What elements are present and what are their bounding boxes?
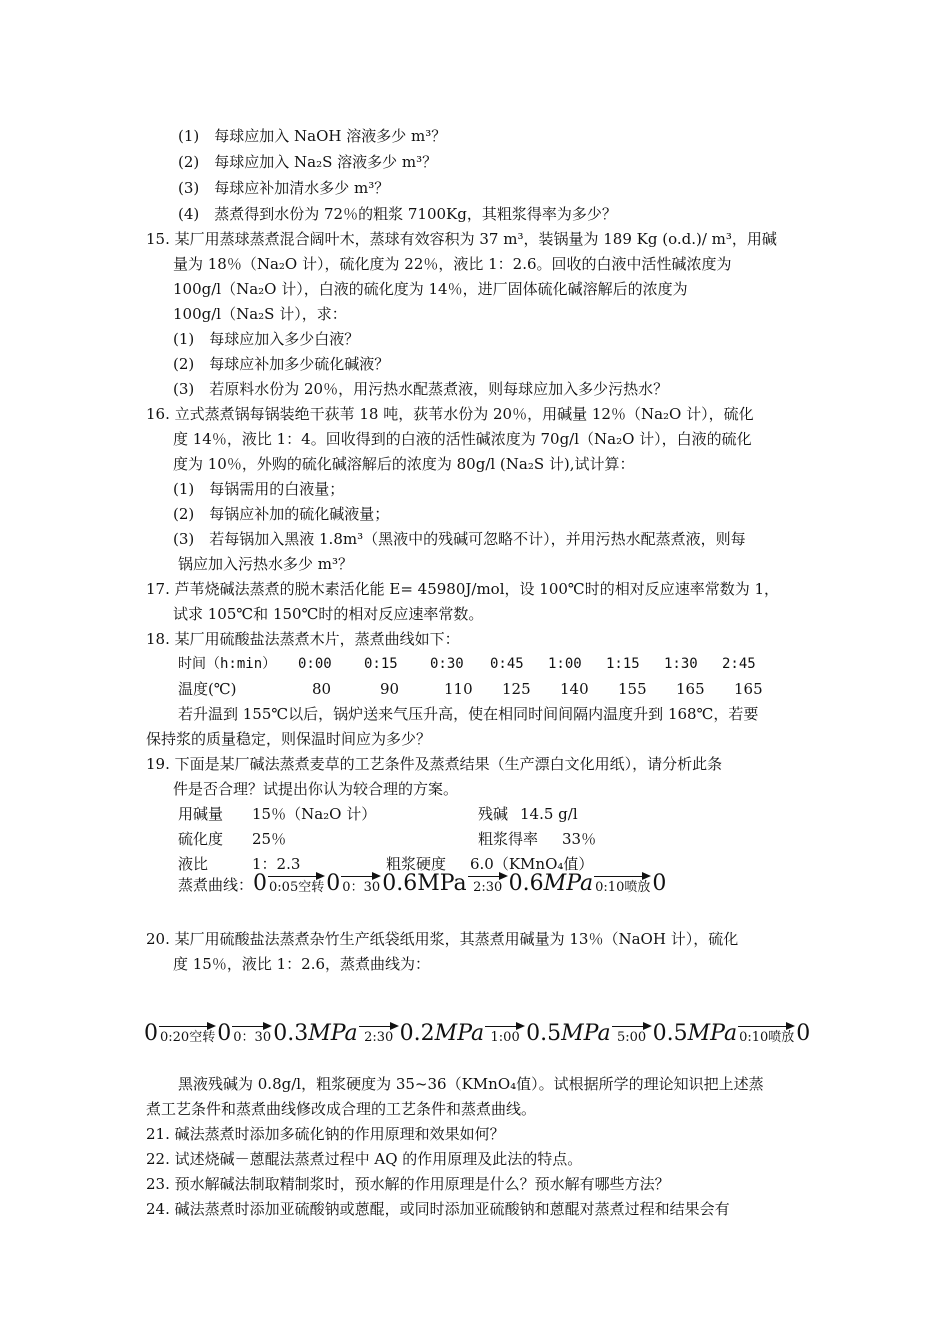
curve-arrow-label: 0:20空转 (160, 1030, 216, 1045)
q24-line: 24. 碱法蒸煮时添加亚硫酸钠或蒽醌，或同时添加亚硫酸钠和蒽醌对蒸煮过程和结果会有 (146, 1200, 730, 1218)
q16-item-1: (1) 每锅需用的白液量； (173, 480, 345, 498)
curve-arrow (341, 872, 381, 896)
q20-line-1: 20. 某厂用硫酸盐法蒸煮杂竹生产纸袋纸用浆，其蒸煮用碱量为 13％（NaOH 计），硫化 (146, 930, 739, 948)
curve-arrow (268, 872, 325, 896)
q15-line-2: 量为 18％（Na₂O 计），硫化度为 22％，液比 1：2.6。回收的白液中活性碱浓度为 (173, 255, 732, 273)
arrow-icon (738, 1022, 795, 1030)
q19-cond-yield-label: 粗浆得率 (478, 830, 539, 848)
q19-cond-ratio-label: 液比 (178, 855, 209, 873)
arrow-icon (268, 872, 325, 880)
curve-unit: MPa (434, 1021, 485, 1046)
q15-line-4: 100g/l（Na₂S 计），求： (173, 305, 347, 323)
q18-time-cell: 2:45 (722, 656, 756, 672)
curve-value: 0 (326, 871, 341, 896)
curve-value: 0 (217, 1021, 232, 1046)
q18-temp-cell: 165 (734, 680, 763, 698)
q19-cond-residual-value: 14.5 g/l (520, 805, 578, 823)
q18-line-3: 若升温到 155℃以后，锅炉送来气压升高，使在相同时间间隔内温度升到 168℃，若要 (178, 705, 759, 723)
q18-time-cell: 0:00 (298, 656, 332, 672)
q18-time-cell: 1:15 (606, 656, 640, 672)
curve-arrow-label: 0：30 (342, 880, 381, 895)
curve-arrow-label: 0：30 (233, 1030, 272, 1045)
curve-value: 0 (253, 871, 268, 896)
q19-cond-hardness-label: 粗浆硬度 (386, 855, 447, 873)
q16-item-3-cont: 锅应加入污热水多少 m³？ (178, 555, 354, 573)
q20-line-3: 黑液残碱为 0.8g/l，粗浆硬度为 35~36（KMnO₄值）。试根据所学的理论知识把上述蒸 (178, 1075, 764, 1093)
arrow-icon (341, 872, 381, 880)
q15-item-3: (3) 若原料水份为 20％，用污热水配蒸煮液，则每球应加入多少污热水？ (173, 380, 669, 398)
curve-arrow (232, 1022, 272, 1046)
q19-cooking-curve (178, 872, 666, 896)
curve-arrow (159, 1022, 216, 1046)
q19-cond-hardness-value: 6.0（KMnO₄值） (470, 855, 594, 873)
q21-line: 21. 碱法蒸煮时添加多硫化钠的作用原理和效果如何？ (146, 1125, 505, 1143)
q19-cond-residual-label: 残碱 (478, 805, 509, 823)
curve-arrow-label: 0:05空转 (269, 880, 325, 895)
q18-time-cell: 1:30 (664, 656, 698, 672)
q19-cond-alkali-label: 用碱量 (178, 805, 224, 823)
q18-time-cell: 1:00 (548, 656, 582, 672)
q18-temp-cell: 125 (502, 680, 531, 698)
q20-line-2: 度 15％，液比 1：2.6，蒸煮曲线为： (173, 955, 431, 973)
q19-cond-yield-value: 33％ (562, 830, 597, 848)
arrow-icon (612, 1022, 652, 1030)
q15-line-3: 100g/l（Na₂O 计），白液的硫化度为 14％，进厂固体硫化碱溶解后的浓度为 (173, 280, 688, 298)
curve-arrow-label: 1:00 (490, 1030, 520, 1045)
arrow-icon (485, 1022, 525, 1030)
curve-value: 0 (652, 871, 667, 896)
arrow-icon (594, 872, 651, 880)
q15-line-1: 15. 某厂用蒸球蒸煮混合阔叶木，蒸球有效容积为 37 m³，装锅量为 189 Kg (o.d.)/ m³，用碱 (146, 230, 777, 248)
q18-time-cell: 0:15 (364, 656, 398, 672)
q16-item-3: (3) 若每锅加入黑液 1.8m³（黑液中的残碱可忽略不计），并用污热水配蒸煮液，则每 (173, 530, 746, 548)
q19-cond-alkali-value: 15％（Na₂O 计） (252, 805, 377, 823)
q18-temp-cell: 155 (618, 680, 647, 698)
q23-line: 23. 预水解碱法制取精制浆时，预水解的作用原理是什么？预水解有哪些方法？ (146, 1175, 670, 1193)
q18-line-1: 18. 某厂用硫酸盐法蒸煮木片，蒸煮曲线如下： (146, 630, 460, 648)
curve-arrow (612, 1022, 652, 1046)
q18-temp-cell: 80 (312, 680, 332, 698)
q18-time-header: 时间（h:min） (178, 656, 277, 672)
curve-arrow (738, 1022, 795, 1046)
curve-unit: MPa (543, 871, 594, 896)
q16-line-3: 度为 10％，外购的硫化碱溶解后的浓度为 80g/l (Na₂S 计),试计算： (173, 455, 635, 473)
q18-temp-header: 温度(℃) (178, 680, 237, 698)
arrow-icon (468, 872, 508, 880)
curve-value: 0.5 (652, 1021, 688, 1046)
q16-line-2: 度 14％，液比 1：4。回收得到的白液的活性碱浓度为 70g/l（Na₂O 计），白液的硫化 (173, 430, 752, 448)
curve-arrow (359, 1022, 399, 1046)
curve-value: 0.5 (526, 1021, 562, 1046)
q19-cond-sulfidity-value: 25％ (252, 830, 287, 848)
curve-arrow-label: 0:10喷放 (595, 880, 651, 895)
q19-cond-sulfidity-label: 硫化度 (178, 830, 224, 848)
arrow-icon (232, 1022, 272, 1030)
curve-value: 0.6MPa (382, 871, 467, 896)
q16-item-2: (2) 每锅应补加的硫化碱液量； (173, 505, 390, 523)
curve-arrow-label: 2:30 (364, 1030, 394, 1045)
q18-time-cell: 0:30 (430, 656, 464, 672)
q18-time-row (178, 654, 772, 674)
q22-line: 22. 试述烧碱－蒽醌法蒸煮过程中 AQ 的作用原理及此法的特点。 (146, 1150, 583, 1168)
q19-cond-ratio-value: 1：2.3 (252, 855, 301, 873)
q19-curve-label: 蒸煮曲线： (178, 876, 254, 894)
q18-temp-cell: 90 (380, 680, 400, 698)
curve-arrow (468, 872, 508, 896)
curve-arrow-label: 2:30 (473, 880, 503, 895)
q18-temp-cell: 140 (560, 680, 589, 698)
curve-value: 0.3 (273, 1021, 309, 1046)
curve-unit: MPa (561, 1021, 611, 1046)
q18-line-4: 保持浆的质量稳定，则保温时间应为多少？ (146, 730, 432, 748)
q18-time-cell: 0:45 (490, 656, 524, 672)
arrow-icon (359, 1022, 399, 1030)
curve-value: 0 (796, 1021, 811, 1046)
q16-line-1: 16. 立式蒸煮锅每锅装绝干荻苇 18 吨，荻苇水份为 20％，用碱量 12％（Na₂O 计），硫化 (146, 405, 754, 423)
arrow-icon (159, 1022, 216, 1030)
curve-unit: MPa (308, 1021, 358, 1046)
curve-unit: MPa (687, 1021, 738, 1046)
q19-line-2: 件是否合理？试提出你认为较合理的方案。 (173, 780, 459, 798)
curve-value: 0.2 (399, 1021, 435, 1046)
curve-arrow-label: 0:10喷放 (739, 1030, 795, 1045)
q17-line-1: 17. 芦苇烧碱法蒸煮的脱木素活化能 E= 45980J/mol，设 100℃时的相对反应速率常数为 1， (146, 580, 780, 598)
curve-value: 0.6 (508, 871, 544, 896)
q14-item-4: (4) 蒸煮得到水份为 72％的粗浆 7100Kg，其粗浆得率为多少？ (178, 205, 617, 223)
q20-cooking-curve (144, 1022, 810, 1046)
curve-value: 0 (144, 1021, 158, 1046)
q15-item-2: (2) 每球应补加多少硫化碱液？ (173, 355, 390, 373)
q14-item-3: (3) 每球应补加清水多少 m³？ (178, 179, 390, 197)
q14-item-2: (2) 每球应加入 Na₂S 溶液多少 m³？ (178, 153, 438, 171)
curve-arrow (485, 1022, 525, 1046)
q19-line-1: 19. 下面是某厂碱法蒸煮麦草的工艺条件及蒸煮结果（生产漂白文化用纸），请分析此条 (146, 755, 723, 773)
q15-item-1: (1) 每球应加入多少白液？ (173, 330, 360, 348)
q18-temp-cell: 165 (676, 680, 705, 698)
q17-line-2: 试求 105℃和 150℃时的相对反应速率常数。 (173, 605, 484, 623)
q18-temp-row (178, 679, 774, 699)
curve-arrow-label: 5:00 (617, 1030, 647, 1045)
q14-item-1: (1) 每球应加入 NaOH 溶液多少 m³？ (178, 127, 447, 145)
q18-temp-cell: 110 (444, 680, 473, 698)
curve-arrow (594, 872, 651, 896)
q20-line-4: 煮工艺条件和蒸煮曲线修改成合理的工艺条件和蒸煮曲线。 (146, 1100, 537, 1118)
